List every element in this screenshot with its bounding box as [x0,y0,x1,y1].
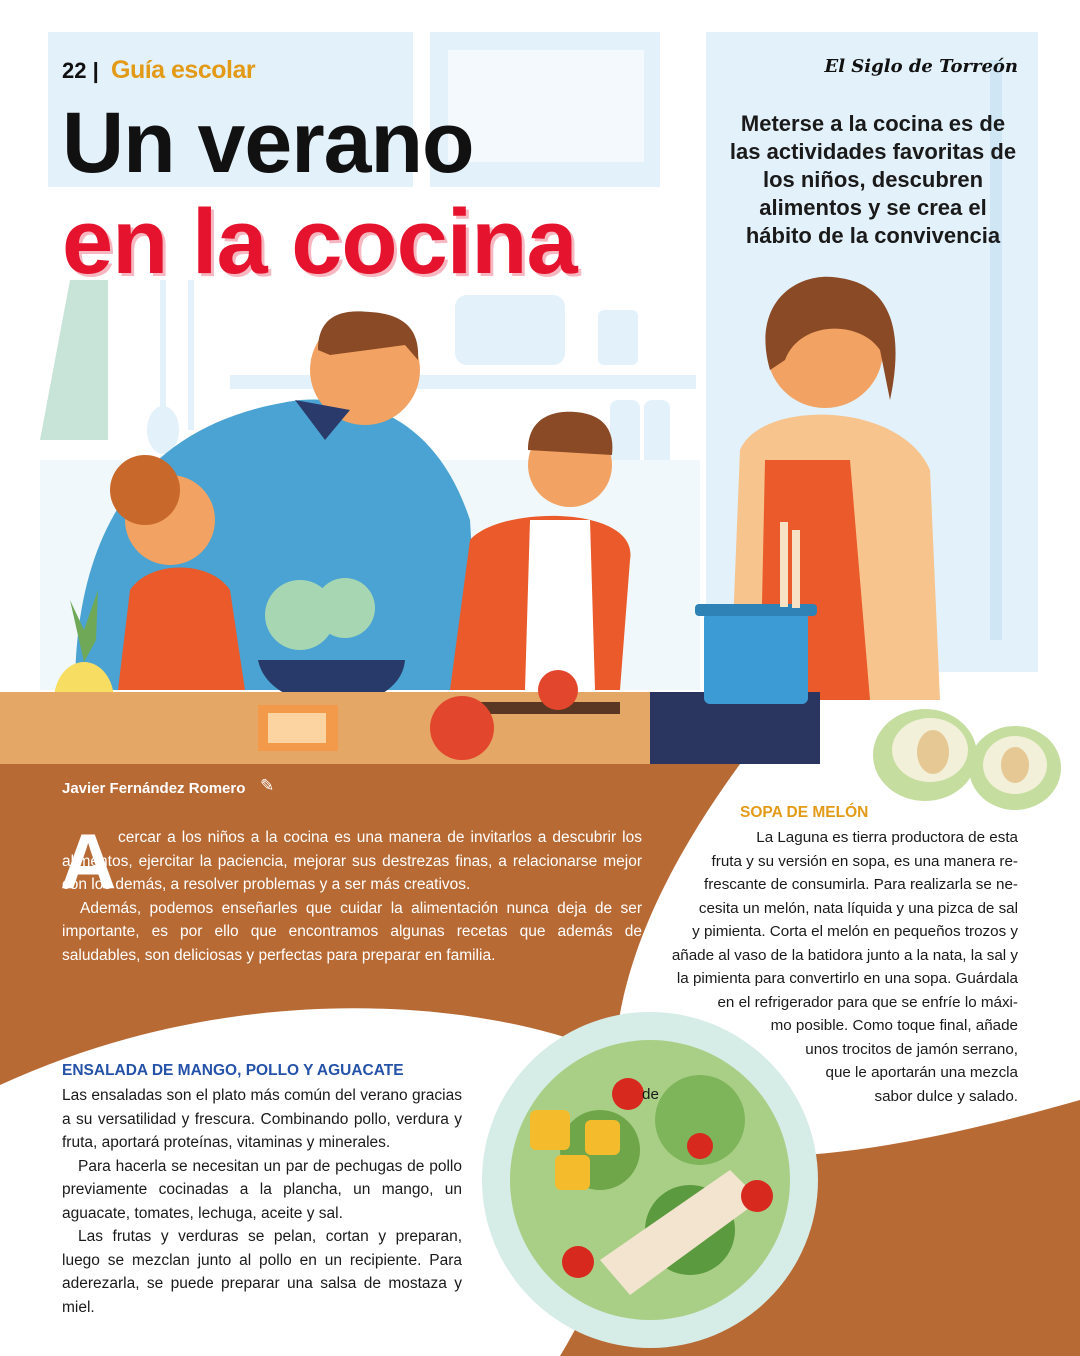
section-name: Guía escolar [111,56,256,84]
mango-icon [530,1110,570,1150]
intro-paragraph-2: Además, podemos enseñarles que cuidar la alimentación nunca deja de ser importante, es por ello que encontramos algunas recetas que además de saludables, son deliciosas y perfectas para preparar en familia. [62,899,642,964]
ensalada-paragraph-2: Para hacerla se necesitan un par de pechugas de pollo previamente cocinadas a la plancha, un mango, un aguacate, tomates, lechuga, aceite y sal. [62,1157,462,1222]
cooking-pot-icon [704,612,808,704]
ensalada-paragraph-1: Las ensaladas son el plato más común del verano gracias a su versatilidad y frescura. Combinando pollo, verdura y fruta, aportará proteínas, vitaminas y minerales. [62,1087,462,1151]
intro-text [62,826,642,967]
byline: Javier Fernández Romero [62,780,246,797]
sopa-line: frescante de consumirla. Para realizarla se ne- [703,876,1018,893]
ensalada-heading: ENSALADA DE MANGO, POLLO Y AGUACATE [62,1062,404,1079]
kitchen-shelf [230,375,696,389]
sopa-line: que le aportarán una mezcla [825,1064,1018,1081]
page-number: 22 | [62,58,99,83]
headline-line-1: Un verano [62,95,474,191]
sopa-line: fruta y su versión en sopa, es una manera re- [711,852,1018,870]
pencil-icon: ✎ [260,776,275,795]
ensalada-paragraph-3: Las frutas y verduras se pelan, cortan y preparan, luego se mezclan junto al pollo en un recipiente. Para aderezarla, se puede preparar una salsa de mostaza y miel. [62,1228,462,1316]
sopa-line: la pimienta para convertirlo en una sopa. Guárdala [676,970,1018,987]
tomato-icon [430,696,494,760]
masthead-logo: El Siglo de Torreón [824,56,1018,77]
sopa-line: unos trocitos de jamón serrano, [805,1040,1018,1058]
sopa-line: cesita un melón, nata líquida y una pizca de sal [698,899,1018,917]
sopa-line: y pimienta. Corta el melón en pequeños trozos y [692,923,1018,940]
drop-cap: A [60,817,117,905]
shelf-pot-icon [455,295,565,365]
sopa-line: mo posible. Como toque final, añade [770,1017,1018,1034]
sopa-heading: SOPA DE MELÓN [740,804,869,821]
sopa-line: sabor dulce y salado. [874,1087,1018,1105]
subtitle: Meterse a la cocina es de las actividades favoritas de los niños, descubren alimentos y se crea el hábito de la convivencia [729,111,1017,248]
headline-line-2: en la cocina [62,191,577,293]
sopa-line: en el refrigerador para que se enfríe lo máxi- [717,993,1018,1011]
sopa-line: La Laguna es tierra productora de esta [756,829,1018,846]
stray-word: de [642,1086,659,1103]
sopa-line: añade al vaso de la batidora junto a la nata, la sal y [671,946,1018,964]
sopa-text [640,826,1018,1108]
intro-paragraph-1: cercar a los niños a la cocina es una manera de invitarlos a descubrir los alimentos, ejercitar la paciencia, mejorar sus destrezas finas, a relacionarse mejor con los demás, a resolver problemas y a ser más creativos. [62,829,642,893]
ensalada-text [62,1084,462,1319]
